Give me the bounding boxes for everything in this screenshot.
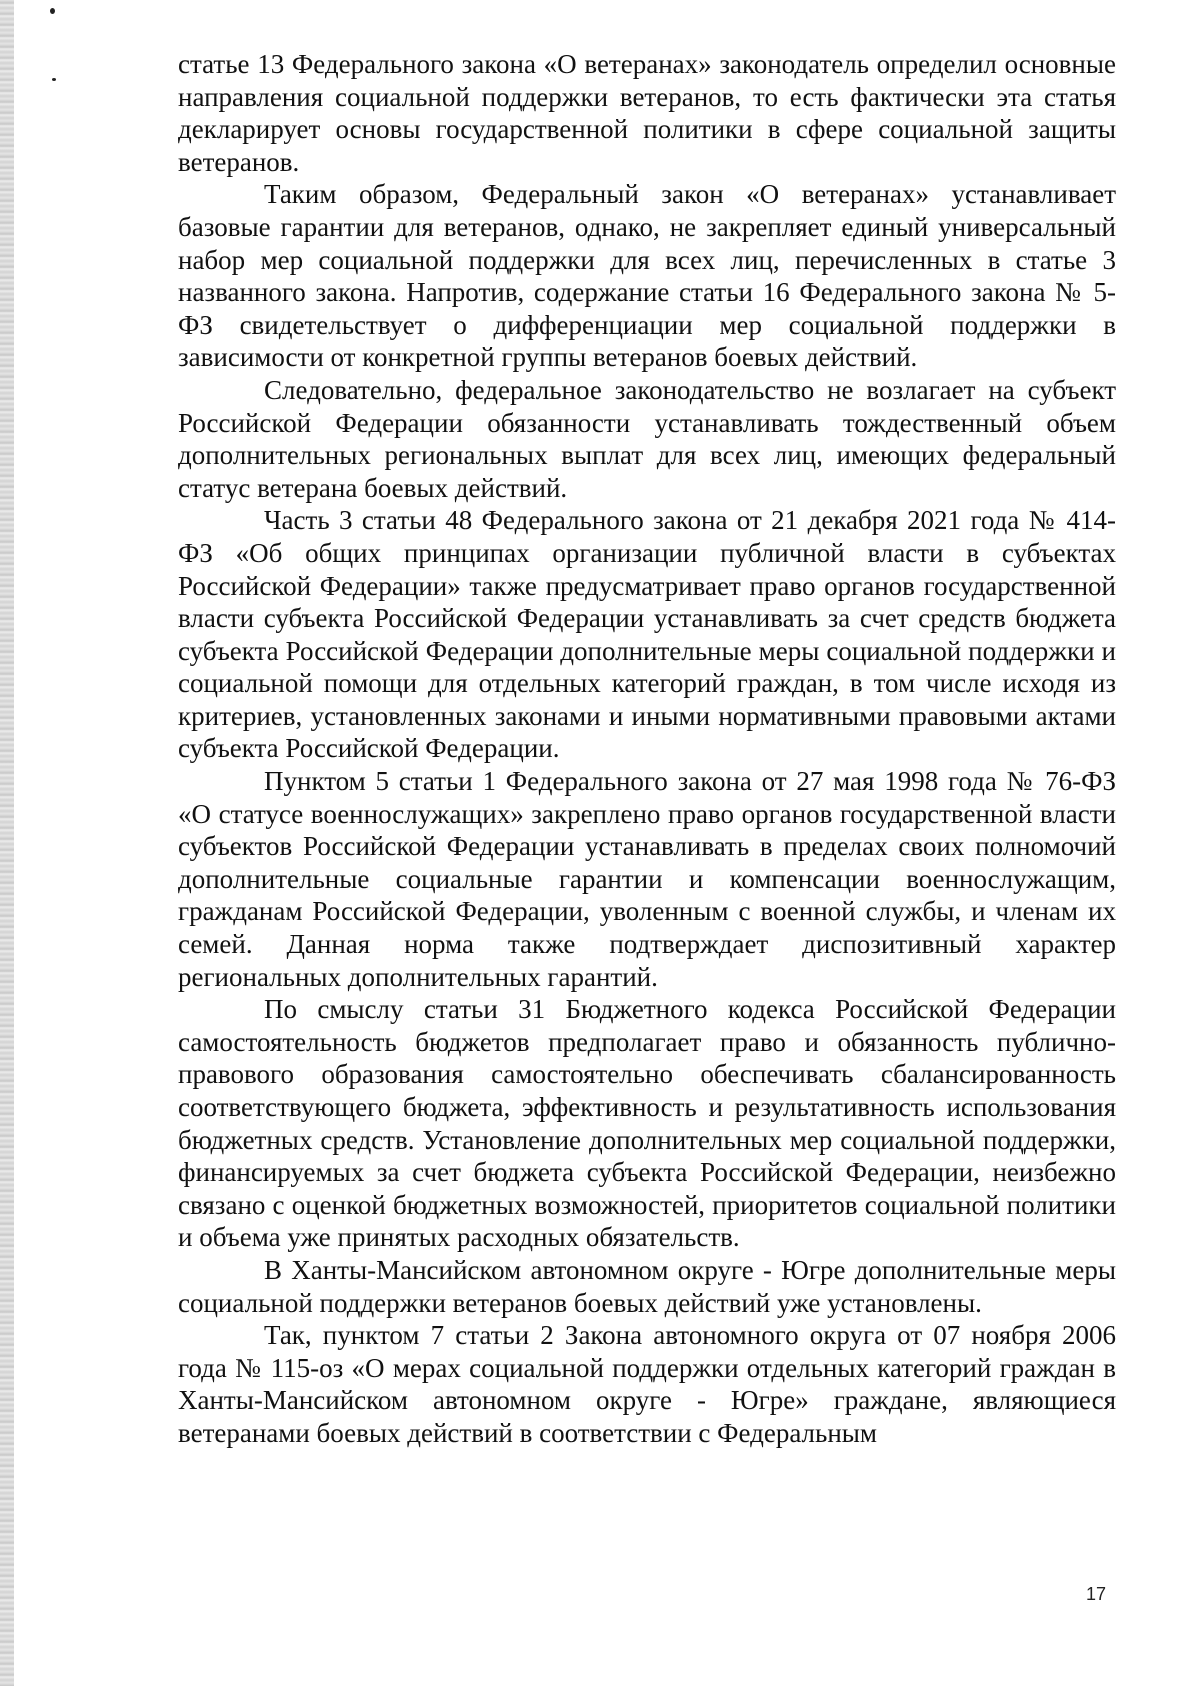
paragraph: Следовательно, федеральное законодательство не возлагает на субъект Российской Федерации обязанности устанавливать тождественный объем дополнительных региональных выплат для всех лиц, имеющих федеральный статус ветерана боевых действий. xyxy=(178,374,1116,503)
scan-speck xyxy=(50,8,55,14)
paragraph: По смыслу статьи 31 Бюджетного кодекса Российской Федерации самостоятельность бюджетов предполагает право и обязанность публично-правового образования самостоятельно обеспечивать сбалансированность соответствующего бюджета, эффективность и результативность использования бюджетных средств. Установление дополнительных мер социальной поддержки, финансируемых за счет бюджета субъекта Российской Федерации, неизбежно связано с оценкой бюджетных возможностей, приоритетов социальной политики и объема уже принятых расходных обязательств. xyxy=(178,994,1116,1253)
paragraph: Часть 3 статьи 48 Федерального закона от 21 декабря 2021 года № 414-ФЗ «Об общих принципах организации публичной власти в субъектах Российской Федерации» также предусматривает право органов государственной власти субъекта Российской Федерации устанавливать за счет средств бюджета субъекта Российской Федерации дополнительные меры социальной поддержки и социальной помощи для отдельных категорий граждан, в том числе исходя из критериев, установленных законами и иными нормативными правовыми актами субъекта Российской Федерации. xyxy=(178,505,1116,764)
paragraph: Так, пунктом 7 статьи 2 Закона автономного округа от 07 ноября 2006 года № 115-оз «О мерах социальной поддержки отдельных категорий граждан в Ханты-Мансийском автономном округе - Югре» граждане, являющиеся ветеранами боевых действий в соответствии с Федеральным xyxy=(178,1320,1116,1448)
paragraph: В Ханты-Мансийском автономном округе - Югре дополнительные меры социальной поддержки ветеранов боевых действий уже установлены. xyxy=(178,1254,1116,1318)
scan-edge xyxy=(0,0,14,1686)
paragraph: статье 13 Федерального закона «О ветеранах» законодатель определил основные направления социальной поддержки ветеранов, то есть фактически эта статья декларирует основы государственной политики в сфере социальной защиты ветеранов. xyxy=(178,49,1116,177)
paragraph: Таким образом, Федеральный закон «О ветеранах» устанавливает базовые гарантии для ветеранов, однако, не закрепляет единый универсальный набор мер социальной поддержки для всех лиц, перечисленных в статье 3 названного закона. Напротив, содержание статьи 16 Федерального закона № 5-ФЗ свидетельствует о дифференциации мер социальной поддержки в зависимости от конкретной группы ветеранов боевых действий. xyxy=(178,179,1116,373)
document-body xyxy=(178,48,1116,1450)
page-number: 17 xyxy=(1086,1584,1107,1604)
paragraph: Пунктом 5 статьи 1 Федерального закона от 27 мая 1998 года № 76-ФЗ «О статусе военнослужащих» закреплено право органов государственной власти субъектов Российской Федерации устанавливать в пределах своих полномочий дополнительные социальные гарантии и компенсации военнослужащим, гражданам Российской Федерации, уволенным с военной службы, и членам их семей. Данная норма также подтверждает диспозитивный характер региональных дополнительных гарантий. xyxy=(178,766,1116,992)
scan-speck xyxy=(52,78,56,81)
